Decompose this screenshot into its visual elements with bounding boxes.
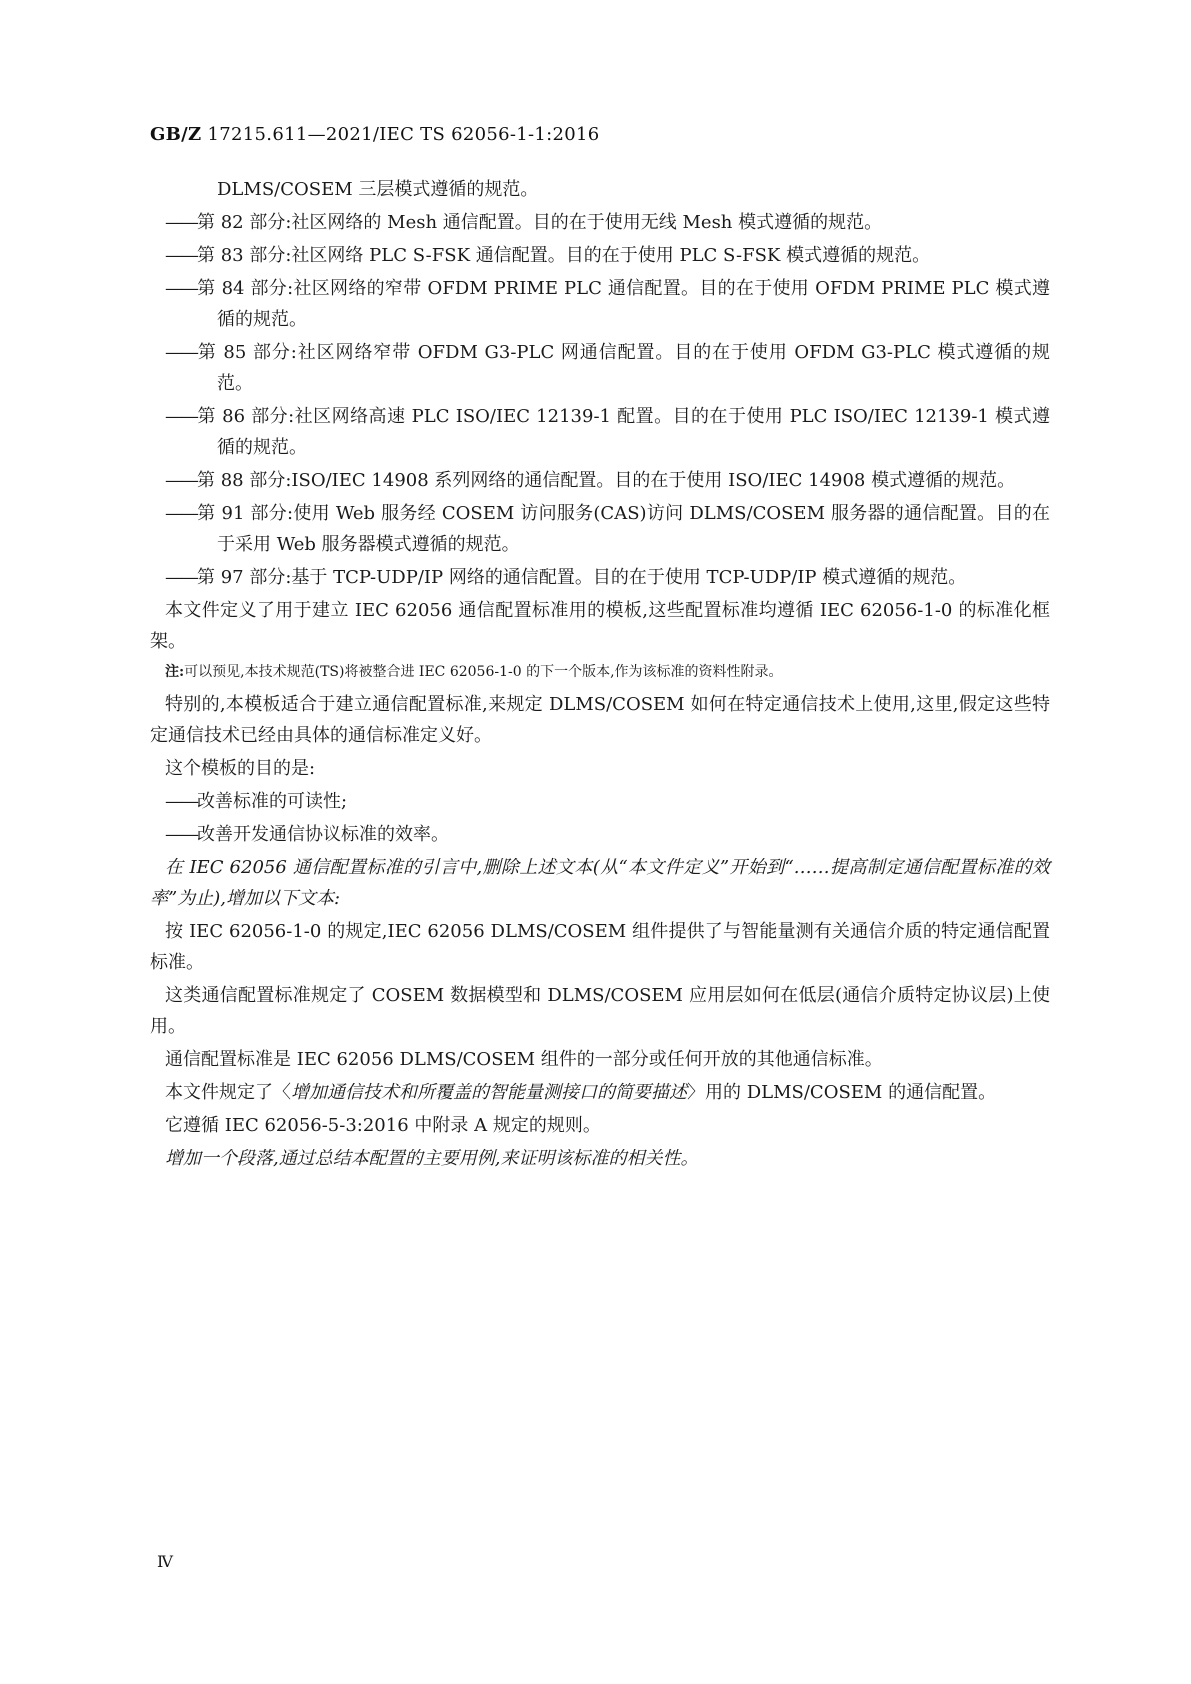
paragraph-according: 按 IEC 62056-1-0 的规定,IEC 62056 DLMS/COSEM 组件提供了与智能量测有关通信介质的特定通信配置标准。: [150, 921, 1050, 973]
list-dash: ——: [165, 567, 197, 588]
note: [165, 659, 1050, 685]
paragraph-part: 通信配置标准是 IEC 62056 DLMS/COSEM 组件的一部分或任何开放的其他通信标准。: [165, 1049, 883, 1070]
list-item-text: 第 82 部分:社区网络的 Mesh 通信配置。目的在于使用无线 Mesh 模式遵循的规范。: [197, 212, 883, 233]
list-item-text: 第 91 部分:使用 Web 服务经 COSEM 访问服务(CAS)访问 DLMS/COSEM 服务器的通信配置。目的在于采用 Web 服务器模式遵循的规范。: [197, 503, 1050, 555]
document-body: [150, 174, 1050, 1176]
part-list-item: [165, 273, 1050, 335]
list-item-text: 改善标准的可读性;: [197, 791, 348, 812]
spec-italic: 增加通信技术和所覆盖的智能量测接口的简要描述: [291, 1082, 687, 1103]
note-text: 可以预见,本技术规范(TS)将被整合进 IEC 62056-1-0 的下一个版本,作为该标准的资料性附录。: [184, 664, 783, 680]
parts-list: [165, 207, 1050, 593]
list-item-text: 第 97 部分:基于 TCP-UDP/IP 网络的通信配置。目的在于使用 TCP-UDP/IP 模式遵循的规范。: [197, 567, 967, 588]
continued-line: DLMS/COSEM 三层模式遵循的规范。: [217, 179, 539, 200]
paragraph-specification: [150, 1077, 1050, 1108]
list-dash: ——: [165, 212, 197, 233]
list-dash: ——: [165, 503, 197, 524]
italic-instruction: 在 IEC 62056 通信配置标准的引言中,删除上述文本(从“本文件定义”开始到“……提高制定通信配置标准的效率”为止),增加以下文本:: [150, 857, 1050, 909]
list-dash: ——: [165, 470, 197, 491]
paragraph-class: 这类通信配置标准规定了 COSEM 数据模型和 DLMS/COSEM 应用层如何在低层(通信介质特定协议层)上使用。: [150, 985, 1050, 1037]
list-item-text: 第 86 部分:社区网络高速 PLC ISO/IEC 12139-1 配置。目的在于使用 PLC ISO/IEC 12139-1 模式遵循的规范。: [197, 406, 1050, 458]
part-list-item: [165, 498, 1050, 560]
paragraph-template-definition: 本文件定义了用于建立 IEC 62056 通信配置标准用的模板,这些配置标准均遵循 IEC 62056-1-0 的标准化框架。: [150, 600, 1050, 652]
spec-prefix: 本文件规定了〈: [165, 1082, 291, 1103]
list-item-text: 第 84 部分:社区网络的窄带 OFDM PRIME PLC 通信配置。目的在于使用 OFDM PRIME PLC 模式遵循的规范。: [197, 278, 1050, 330]
note-label: 注:: [165, 664, 185, 680]
part-list-item: [165, 465, 1050, 496]
list-dash: ——: [165, 406, 197, 427]
list-dash: ——: [165, 342, 197, 363]
list-dash: ——: [165, 791, 197, 812]
spec-suffix: 〉用的 DLMS/COSEM 的通信配置。: [687, 1082, 997, 1103]
list-item-text: 第 88 部分:ISO/IEC 14908 系列网络的通信配置。目的在于使用 ISO/IEC 14908 模式遵循的规范。: [197, 470, 1016, 491]
list-item-text: 第 85 部分:社区网络窄带 OFDM G3-PLC 网通信配置。目的在于使用 OFDM G3-PLC 模式遵循的规范。: [197, 342, 1050, 394]
list-item-text: 改善开发通信协议标准的效率。: [197, 824, 449, 845]
part-list-item: [165, 401, 1050, 463]
paragraph-special: 特别的,本模板适合于建立通信配置标准,来规定 DLMS/COSEM 如何在特定通信技术上使用,这里,假定这些特定通信技术已经由具体的通信标准定义好。: [150, 694, 1050, 746]
list-dash: ——: [165, 245, 197, 266]
italic-add-paragraph: 增加一个段落,通过总结本配置的主要用例,来证明该标准的相关性。: [165, 1148, 699, 1169]
part-list-item: [165, 240, 1050, 271]
page-number: Ⅳ: [157, 1552, 173, 1571]
list-item-text: 第 83 部分:社区网络 PLC S-FSK 通信配置。目的在于使用 PLC S-FSK 模式遵循的规范。: [197, 245, 931, 266]
purpose-list: [165, 786, 1050, 850]
paragraph-purpose: 这个模板的目的是:: [165, 758, 316, 779]
part-list-item: [165, 207, 1050, 238]
list-dash: ——: [165, 278, 197, 299]
purpose-list-item: [165, 819, 1050, 850]
paragraph-follows: 它遵循 IEC 62056-5-3:2016 中附录 A 规定的规则。: [165, 1115, 601, 1136]
part-list-item: [165, 562, 1050, 593]
purpose-list-item: [165, 786, 1050, 817]
list-dash: ——: [165, 824, 197, 845]
document-header: [150, 124, 600, 145]
part-list-item: [165, 337, 1050, 399]
standard-code-prefix: GB/Z: [150, 124, 202, 145]
standard-code-number: 17215.611—2021/IEC TS 62056-1-1:2016: [207, 124, 600, 145]
